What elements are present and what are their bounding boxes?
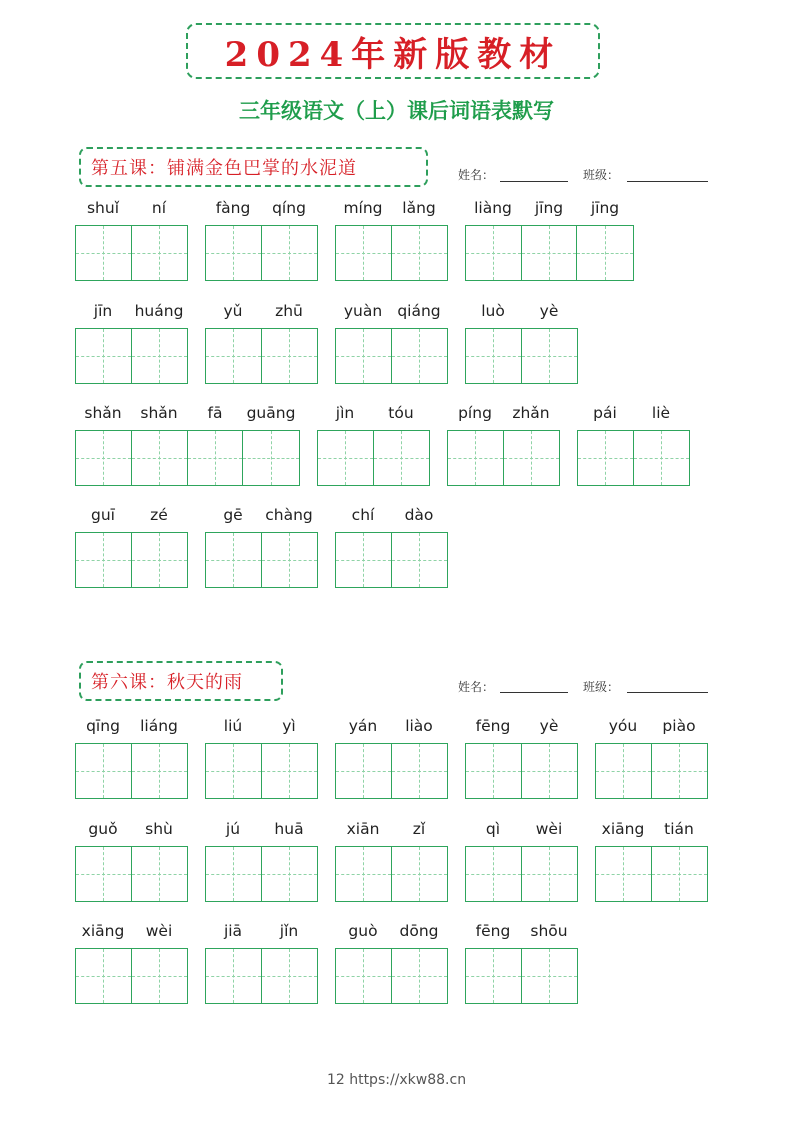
writing-grid[interactable] <box>465 225 634 281</box>
pinyin-label: yóu <box>608 717 638 735</box>
pinyin-label: jiā <box>223 922 243 940</box>
writing-cell[interactable] <box>466 847 522 901</box>
writing-cell[interactable] <box>336 329 392 383</box>
writing-cell[interactable] <box>206 847 262 901</box>
writing-cell[interactable] <box>262 226 318 280</box>
pinyin-label: zǐ <box>412 820 426 838</box>
pinyin-label: yè <box>539 302 559 320</box>
pinyin-label: wèi <box>145 922 173 940</box>
writing-cell[interactable] <box>448 431 504 485</box>
pinyin-label: shǎn <box>84 404 122 422</box>
name-blank[interactable] <box>500 692 568 693</box>
writing-cell[interactable] <box>262 847 318 901</box>
writing-grid[interactable] <box>205 948 318 1004</box>
writing-cell[interactable] <box>132 847 188 901</box>
pinyin-label: zé <box>150 506 168 524</box>
writing-cell[interactable] <box>392 847 448 901</box>
pinyin-label: liú <box>223 717 243 735</box>
writing-grid[interactable] <box>335 225 448 281</box>
pinyin-label: liàng <box>474 199 512 217</box>
title-box <box>186 23 600 79</box>
pinyin-label: jīn <box>93 302 113 320</box>
class-label: 班级： <box>583 680 620 694</box>
writing-cell[interactable] <box>76 226 132 280</box>
pinyin-label: liè <box>651 404 671 422</box>
writing-cell[interactable] <box>578 431 634 485</box>
pinyin-label: yǔ <box>223 302 243 320</box>
writing-cell[interactable] <box>392 226 448 280</box>
class-blank[interactable] <box>627 692 708 693</box>
pinyin-label: xiāng <box>81 922 125 940</box>
pinyin-label: qīng <box>86 717 120 735</box>
writing-grid[interactable] <box>317 430 430 486</box>
pinyin-label: wèi <box>535 820 563 838</box>
writing-cell[interactable] <box>132 949 188 1003</box>
writing-cell[interactable] <box>522 329 578 383</box>
writing-grid[interactable] <box>335 948 448 1004</box>
pinyin-label: huáng <box>134 302 184 320</box>
pinyin-label: míng <box>343 199 383 217</box>
pinyin-label: tián <box>664 820 694 838</box>
pinyin-label: jīng <box>590 199 620 217</box>
writing-cell[interactable] <box>336 533 392 587</box>
writing-grid[interactable] <box>75 328 188 384</box>
writing-cell[interactable] <box>466 329 522 383</box>
writing-cell[interactable] <box>466 949 522 1003</box>
writing-grid[interactable] <box>595 846 708 902</box>
writing-cell[interactable] <box>336 226 392 280</box>
writing-grid[interactable] <box>75 743 188 799</box>
pinyin-label: yán <box>348 717 378 735</box>
writing-cell[interactable] <box>76 431 132 485</box>
lesson-title-box <box>79 147 428 187</box>
writing-grid[interactable] <box>595 743 708 799</box>
writing-cell[interactable] <box>206 329 262 383</box>
writing-cell[interactable] <box>504 431 560 485</box>
writing-grid[interactable] <box>205 328 318 384</box>
writing-cell[interactable] <box>188 431 244 485</box>
writing-cell[interactable] <box>76 949 132 1003</box>
pinyin-label: liáng <box>140 717 178 735</box>
writing-cell[interactable] <box>318 431 374 485</box>
pinyin-label: shōu <box>530 922 568 940</box>
writing-cell[interactable] <box>262 744 318 798</box>
writing-grid[interactable] <box>75 948 188 1004</box>
pinyin-label: shù <box>145 820 173 838</box>
lesson-title: 第六课：秋天的雨 <box>91 672 243 693</box>
writing-cell[interactable] <box>392 533 448 587</box>
pinyin-label: chí <box>351 506 375 524</box>
pinyin-label: yè <box>539 717 559 735</box>
writing-cell[interactable] <box>76 329 132 383</box>
writing-cell[interactable] <box>336 847 392 901</box>
pinyin-label: lǎng <box>402 199 436 217</box>
writing-cell[interactable] <box>76 744 132 798</box>
pinyin-label: jìn <box>335 404 355 422</box>
pinyin-label: jú <box>225 820 241 838</box>
pinyin-label: qíng <box>272 199 306 217</box>
pinyin-label: pái <box>593 404 617 422</box>
writing-cell[interactable] <box>392 949 448 1003</box>
writing-cell[interactable] <box>466 226 522 280</box>
writing-grid[interactable] <box>205 846 318 902</box>
pinyin-label: dào <box>404 506 434 524</box>
pinyin-label: jīng <box>534 199 564 217</box>
writing-cell[interactable] <box>522 226 578 280</box>
pinyin-label: shǎn <box>140 404 178 422</box>
writing-cell[interactable] <box>206 744 262 798</box>
pinyin-label: gē <box>223 506 243 524</box>
lesson-title-box <box>79 661 283 701</box>
writing-cell[interactable] <box>596 744 652 798</box>
writing-cell[interactable] <box>652 847 708 901</box>
pinyin-label: tóu <box>388 404 414 422</box>
writing-grid[interactable] <box>335 846 448 902</box>
pinyin-label: liào <box>405 717 433 735</box>
page-title: 2024年新版教材 <box>224 34 562 75</box>
pinyin-label: xiāng <box>601 820 645 838</box>
page-footer: 12 https://xkw88.cn <box>326 1072 467 1088</box>
pinyin-label: yì <box>282 717 296 735</box>
pinyin-label: guāng <box>246 404 296 422</box>
pinyin-label: zhǎn <box>512 404 550 422</box>
writing-grid[interactable] <box>335 328 448 384</box>
writing-cell[interactable] <box>262 329 318 383</box>
pinyin-label: píng <box>458 404 492 422</box>
name-blank[interactable] <box>500 181 568 182</box>
pinyin-label: qiáng <box>397 302 441 320</box>
class-label: 班级： <box>583 168 620 182</box>
writing-grid[interactable] <box>75 532 188 588</box>
writing-cell[interactable] <box>206 949 262 1003</box>
pinyin-label: fā <box>207 404 223 422</box>
writing-cell[interactable] <box>336 744 392 798</box>
writing-cell[interactable] <box>243 431 299 485</box>
writing-grid[interactable] <box>465 846 578 902</box>
writing-grid[interactable] <box>335 532 448 588</box>
writing-cell[interactable] <box>577 226 633 280</box>
writing-grid[interactable] <box>75 430 300 486</box>
pinyin-label: guǒ <box>88 820 118 838</box>
pinyin-label: fēng <box>475 717 511 735</box>
writing-cell[interactable] <box>132 431 188 485</box>
writing-cell[interactable] <box>76 847 132 901</box>
writing-cell[interactable] <box>392 744 448 798</box>
pinyin-label: fàng <box>215 199 251 217</box>
writing-cell[interactable] <box>336 949 392 1003</box>
pinyin-label: guò <box>348 922 378 940</box>
name-label: 姓名： <box>458 168 495 182</box>
pinyin-label: dōng <box>399 922 439 940</box>
writing-cell[interactable] <box>262 533 318 587</box>
writing-cell[interactable] <box>652 744 708 798</box>
writing-cell[interactable] <box>634 431 690 485</box>
pinyin-label: guī <box>91 506 115 524</box>
writing-cell[interactable] <box>206 226 262 280</box>
lesson-title: 第五课：铺满金色巴掌的水泥道 <box>91 158 357 179</box>
writing-grid[interactable] <box>465 743 578 799</box>
writing-cell[interactable] <box>132 226 188 280</box>
class-blank[interactable] <box>627 181 708 182</box>
pinyin-label: ní <box>151 199 167 217</box>
writing-cell[interactable] <box>522 744 578 798</box>
pinyin-label: yuàn <box>343 302 383 320</box>
page-subtitle: 三年级语文（上）课后词语表默写 <box>239 99 554 123</box>
writing-cell[interactable] <box>522 949 578 1003</box>
writing-cell[interactable] <box>392 329 448 383</box>
writing-cell[interactable] <box>132 329 188 383</box>
writing-grid[interactable] <box>465 948 578 1004</box>
pinyin-label: qì <box>485 820 501 838</box>
writing-cell[interactable] <box>132 533 188 587</box>
writing-grid[interactable] <box>205 532 318 588</box>
pinyin-label: piào <box>662 717 696 735</box>
writing-grid[interactable] <box>205 225 318 281</box>
writing-grid[interactable] <box>75 846 188 902</box>
writing-cell[interactable] <box>206 533 262 587</box>
pinyin-label: jǐn <box>279 922 299 940</box>
writing-cell[interactable] <box>466 744 522 798</box>
pinyin-label: huā <box>274 820 304 838</box>
pinyin-label: chàng <box>265 506 313 524</box>
writing-cell[interactable] <box>596 847 652 901</box>
writing-cell[interactable] <box>76 533 132 587</box>
name-label: 姓名： <box>458 680 495 694</box>
writing-grid[interactable] <box>577 430 690 486</box>
writing-cell[interactable] <box>522 847 578 901</box>
pinyin-label: shuǐ <box>86 199 120 217</box>
writing-grid[interactable] <box>447 430 560 486</box>
writing-grid[interactable] <box>335 743 448 799</box>
writing-grid[interactable] <box>465 328 578 384</box>
writing-grid[interactable] <box>75 225 188 281</box>
writing-cell[interactable] <box>132 744 188 798</box>
pinyin-label: xiān <box>346 820 380 838</box>
writing-grid[interactable] <box>205 743 318 799</box>
pinyin-label: fēng <box>475 922 511 940</box>
pinyin-label: zhū <box>275 302 303 320</box>
writing-cell[interactable] <box>374 431 430 485</box>
writing-cell[interactable] <box>262 949 318 1003</box>
pinyin-label: luò <box>481 302 505 320</box>
